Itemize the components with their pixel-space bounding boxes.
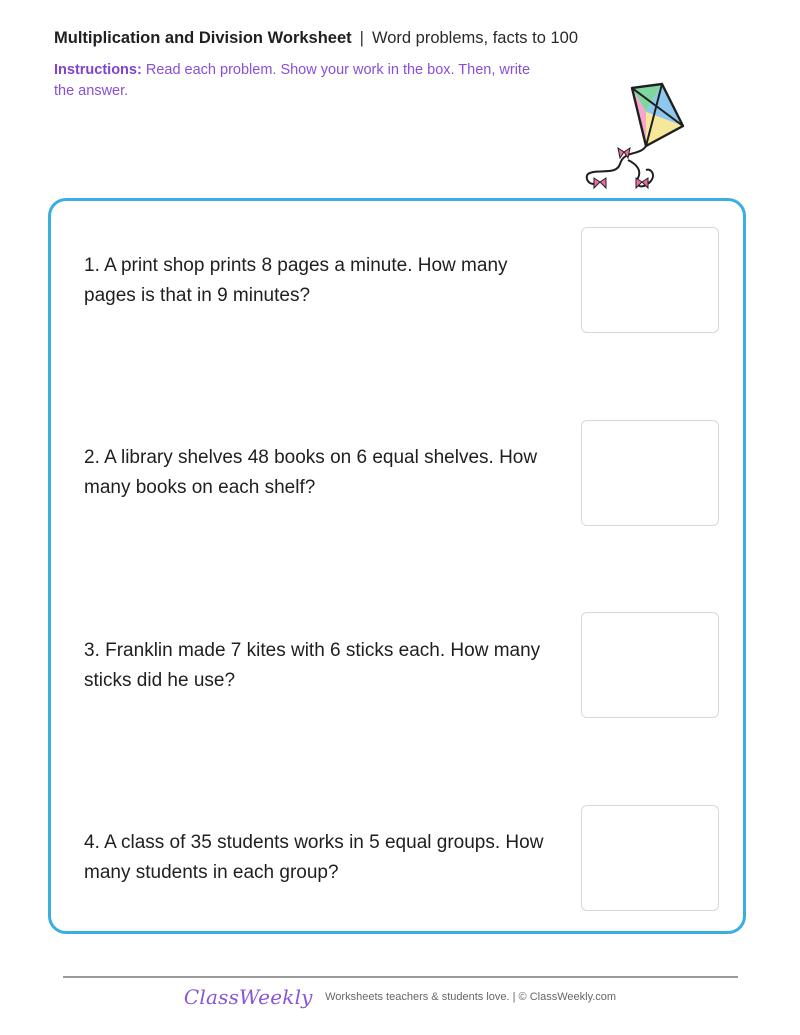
kite-icon [580, 78, 692, 196]
problem-1: 1. A print shop prints 8 pages a minute. How many pages is that in 9 minutes? [84, 255, 508, 306]
worksheet-title: Multiplication and Division Worksheet [54, 29, 352, 47]
answer-box-1[interactable] [581, 227, 719, 333]
answer-box-3[interactable] [581, 612, 719, 718]
problems-card [48, 198, 746, 934]
worksheet-subtitle: Word problems, facts to 100 [371, 29, 578, 47]
footer [0, 985, 800, 1009]
problem-3: 3. Franklin made 7 kites with 6 sticks each. How many sticks did he use? [84, 640, 541, 691]
worksheet-header [54, 28, 578, 48]
header-separator: | [359, 29, 364, 47]
footer-divider [63, 976, 738, 978]
problem-2: 2. A library shelves 48 books on 6 equal shelves. How many books on each shelf? [84, 447, 538, 498]
instructions-text: Read each problem. Show your work in the box. Then, write the answer. [54, 62, 531, 99]
answer-box-4[interactable] [581, 805, 719, 911]
footer-tagline: Worksheets teachers & students love. | © ClassWeekly.com [325, 991, 617, 1003]
problem-4: 4. A class of 35 students works in 5 equal groups. How many students in each group? [84, 832, 544, 883]
instructions-label: Instructions: [54, 62, 142, 78]
instructions [54, 60, 544, 102]
answer-box-2[interactable] [581, 420, 719, 526]
classweekly-logo: ClassWeekly [183, 985, 313, 1009]
